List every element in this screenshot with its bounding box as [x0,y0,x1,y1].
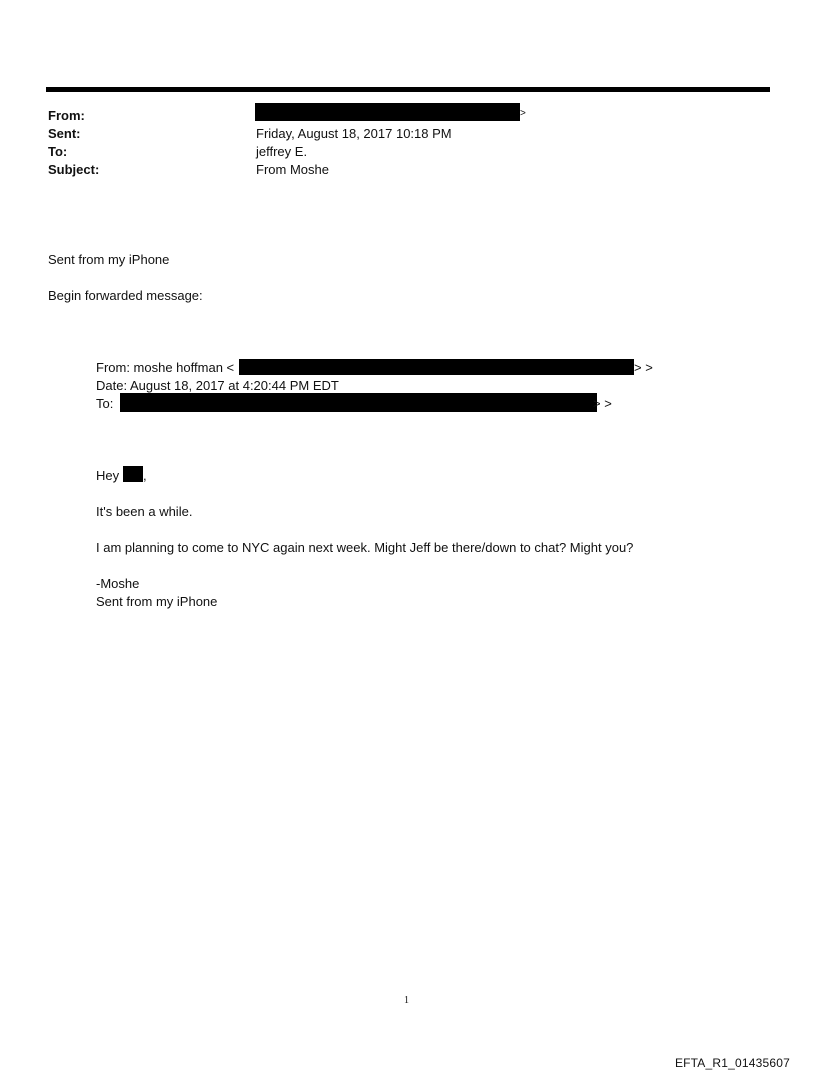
page-number: 1 [404,995,409,1006]
message-line-2: I am planning to come to NYC again next week. Might Jeff be there/down to chat? Might you? [96,540,634,555]
header-divider [46,87,770,92]
message-sent-from: Sent from my iPhone [96,594,218,609]
redaction-from [255,103,520,121]
subject-label: Subject: [48,162,100,177]
sent-value: Friday, August 18, 2017 10:18 PM [256,126,452,141]
forwarded-to-suffix: > > [593,396,612,411]
message-signature: -Moshe [96,576,140,591]
begin-forwarded-line: Begin forwarded message: [48,288,203,303]
document-id: EFTA_R1_01435607 [674,1056,790,1070]
subject-value: From Moshe [256,162,329,177]
forwarded-from-suffix: > > [634,360,653,375]
sent-label: Sent: [48,126,81,141]
greeting-suffix: , [143,468,147,483]
message-line-1: It's been a while. [96,504,193,519]
redaction-greeting-name [123,466,143,482]
sent-from-line: Sent from my iPhone [48,252,170,267]
from-label: From: [48,108,85,123]
redaction-forwarded-from [239,359,634,375]
from-value-tail: > [520,108,526,119]
forwarded-date: Date: August 18, 2017 at 4:20:44 PM EDT [96,378,339,393]
forwarded-from-prefix: From: moshe hoffman < [96,360,235,375]
to-label: To: [48,144,68,159]
to-value: jeffrey E. [256,144,308,159]
forwarded-to-prefix: To: [96,396,114,411]
greeting-prefix: Hey [96,468,120,483]
redaction-forwarded-to [120,393,597,412]
